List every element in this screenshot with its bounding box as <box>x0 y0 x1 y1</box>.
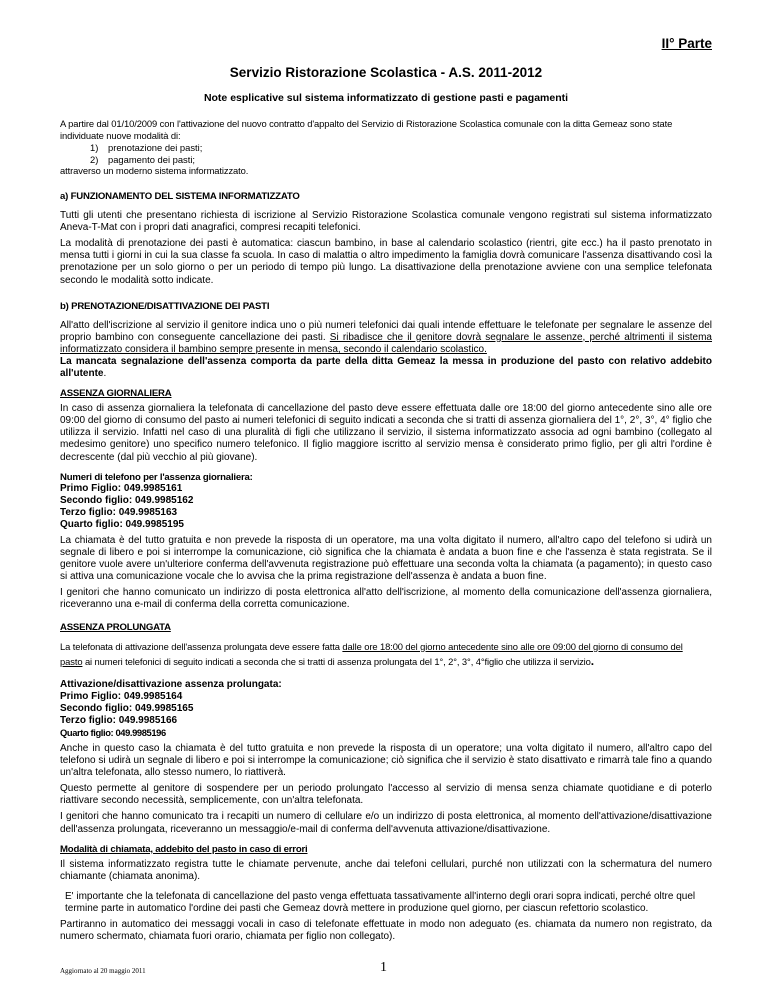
phone-number: Quarto figlio: 049.9985195 <box>60 518 184 530</box>
part-label: II° Parte <box>661 36 712 51</box>
errors-heading: Modalità di chiamata, addebito del pasto in caso di errori <box>60 843 308 855</box>
section-a-paragraph-1: Tutti gli utenti che presentano richiesta di iscrizione al Servizio Ristorazione Scolastica comunale vengono registrati sul sistema informatizzato Aneva-T-Mat con i propri dati anagrafici, compresi recapiti telefonici. <box>60 210 712 234</box>
phone-number: Secondo figlio: 049.9985165 <box>60 702 194 714</box>
prolonged-absence-paragraph-2: Questo permette al genitore di sospendere per un periodo prolungato l'accesso al servizio di mensa senza chiamate quotidiane e di poterlo riattivare secondo necessità, semplicemente, con un'altra telefonata. <box>60 783 712 807</box>
errors-paragraph-1: Il sistema informatizzato registra tutte le chiamate pervenute, anche dai telefoni cellulari, purché non utilizzati con la schermatura del numero chiamante (chiamata anonima). <box>60 858 712 882</box>
section-b-warning: La mancata segnalazione dell'assenza comporta da parte della ditta Gemeaz la messa in produzione del pasto con relativo addebito all'utente. <box>60 355 712 380</box>
list-item: 2) pagamento dei pasti; <box>90 153 196 165</box>
document-title: Servizio Ristorazione Scolastica - A.S. 2011-2012 <box>229 65 543 80</box>
phone-number: Terzo figlio: 049.9985163 <box>60 506 178 518</box>
daily-absence-paragraph-1: In caso di assenza giornaliera la telefonata di cancellazione del pasto deve essere effettuata dalle ore 18:00 del giorno antecedente sino alle ore 09:00 del giorno di consumo del pasto ai numeri telefonici di seguito indicati a seconda che si tratti di assenza giornaliera del 1°, 2°, 3°, 4° figlio che utilizza il servizio. Infatti nel caso di una pluralità di figli che utilizzano il servizio, il sistema informatizzato associa ad ogni bambino (collegato al medesimo genitore) uno specifico numero telefonico. Il figlio maggiore iscritto al servizio mensa è considerato primo figlio, per gli altri l'ordine è decrescente (dal più vecchio al più giovane). <box>60 403 712 463</box>
prolonged-absence-line-2: pasto ai numeri telefonici di seguito indicati a seconda che si tratti di assenza prolungata del 1°, 2°, 3°, 4°figlio che utilizza il servizio. <box>60 653 595 668</box>
phone-number: Terzo figlio: 049.9985166 <box>60 714 178 726</box>
daily-absence-paragraph-3: I genitori che hanno comunicato un indirizzo di posta elettronica all'atto dell'iscrizione, al momento della comunicazione dell'assenza giornaliera, riceveranno una e-mail di conferma della corretta comunicazione. <box>60 587 712 611</box>
list-item: 1) prenotazione dei pasti; <box>90 142 203 154</box>
page-number: 1 <box>380 960 387 975</box>
prolonged-absence-paragraph-3: I genitori che hanno comunicato tra i recapiti un numero di cellulare e/o un indirizzo di posta elettronica, al momento dell'attivazione/disattivazione dell'assenza prolungata, riceveranno un messaggio/e-mail di conferma dell'avvenuta attivazione/disattivazione. <box>60 811 712 835</box>
daily-numbers-list <box>60 483 712 531</box>
daily-absence-paragraph-2: La chiamata è del tutto gratuita e non prevede la risposta di un operatore, ma una volta digitato il numero, all'altro capo del telefono si udirà un segnale di libero e poi si interrompe la comunicazione, ciò significa che la chiamata è andata a buon fine e che l'assenza è stata registrata. Se il genitore vuole avere un'ulteriore conferma dell'avvenuta registrazione può effettuare una seconda volta la chiamata (a pagamento); in questo caso si attiva una comunicazione vocale che lo avvisa che la prima registrazione dell'assenza è andata a buon fine. <box>60 534 712 583</box>
footer-date: Aggiornato al 20 maggio 2011 <box>60 967 146 975</box>
daily-absence-heading: ASSENZA GIORNALIERA <box>60 388 172 400</box>
daily-numbers-heading: Numeri di telefono per l'assenza giornaliera: <box>60 471 253 483</box>
section-b-heading: b) PRENOTAZIONE/DISATTIVAZIONE DEI PASTI <box>60 300 270 312</box>
errors-paragraph-3: Partiranno in automatico dei messaggi vocali in caso di telefonate effettuate in modo non adeguato (es. chiamata da numero non registrato, da numero schermato, chiamata fuori orario, chiamata per figlio non collegato). <box>60 919 712 943</box>
prolonged-numbers-list <box>60 691 712 739</box>
intro-text: A partire dal 01/10/2009 con l'attivazione del nuovo contratto d'appalto del Servizio di Ristorazione Scolastica comunale con la ditta Gemeaz sono state individuate nuove modalità di: <box>60 118 673 142</box>
prolonged-absence-line-1: La telefonata di attivazione dell'assenza prolungata deve essere fatta dalle ore 18:00 del giorno antecedente sino alle ore 09:00 del giorno di consumo del <box>60 640 683 652</box>
document-page <box>60 36 712 943</box>
intro-closing: attraverso un moderno sistema informatizzato. <box>60 165 249 176</box>
section-b-paragraph-1: All'atto dell'iscrizione al servizio il genitore indica uno o più numeri telefonici dai quali intende effettuare le telefonate per segnalare le assenze del proprio bambino con conseguente cancellazione dei pasti. Si ribadisce che il genitore dovrà segnalare le assenze, perché altrimenti il sistema informatizzato considera il bambino sempre presente in mensa, secondo il calendario scolastico. <box>60 319 712 355</box>
phone-number: Primo Figlio: 049.9985164 <box>60 690 183 702</box>
absence-reminder: Si ribadisce che il genitore dovrà segnalare le assenze, perché altrimenti il sistema informatizzato considera il bambino sempre presente in mensa, secondo il calendario scolastico. <box>60 331 712 355</box>
section-a-paragraph-2: La modalità di prenotazione dei pasti è automatica: ciascun bambino, in base al calendario scolastico (rientri, gite ecc.) ha il pasto prenotato in mensa tutti i giorni in cui la sua classe fa scuola. In caso di malattia o altro impedimento la famiglia dovrà comunicare l'assenza disattivando così la prenotazione per un solo giorno o per un periodo di tempo più lungo. La disattivazione della prenotazione avviene con una semplice telefonata secondo le modalità sotto indicate. <box>60 238 712 286</box>
phone-number: Secondo figlio: 049.9985162 <box>60 494 194 506</box>
prolonged-absence-heading: ASSENZA PROLUNGATA <box>60 621 171 633</box>
prolonged-absence-paragraph-1: Anche in questo caso la chiamata è del tutto gratuita e non prevede la risposta di un operatore; una volta digitato il numero, all'altro capo del telefono si udirà un segnale di libero e poi si interrompe la comunicazione; ciò significa che il servizio è stato disattivato e rimarrà tale fino a quando un'altra telefonata, allo stesso numero, lo riattiverà. <box>60 743 712 779</box>
errors-paragraph-2: E' importante che la telefonata di cancellazione del pasto venga effettuata tassativamente all'interno degli orari sopra indicati, perché oltre quel termine parte in automatico l'ordine dei pasti che Gemeaz dovrà mettere in produzione quel giorno, per ciascun refettorio scolastico. <box>65 890 696 914</box>
document-subtitle: Note esplicative sul sistema informatizzato di gestione pasti e pagamenti <box>203 92 569 104</box>
phone-number: Primo Figlio: 049.9985161 <box>60 482 183 494</box>
prolonged-numbers-heading: Attivazione/disattivazione assenza prolungata: <box>60 678 282 690</box>
phone-number: Quarto figlio: 049.9985196 <box>60 726 166 738</box>
section-a-heading: a) FUNZIONAMENTO DEL SISTEMA INFORMATIZZATO <box>60 191 300 203</box>
intro-list <box>60 142 712 165</box>
